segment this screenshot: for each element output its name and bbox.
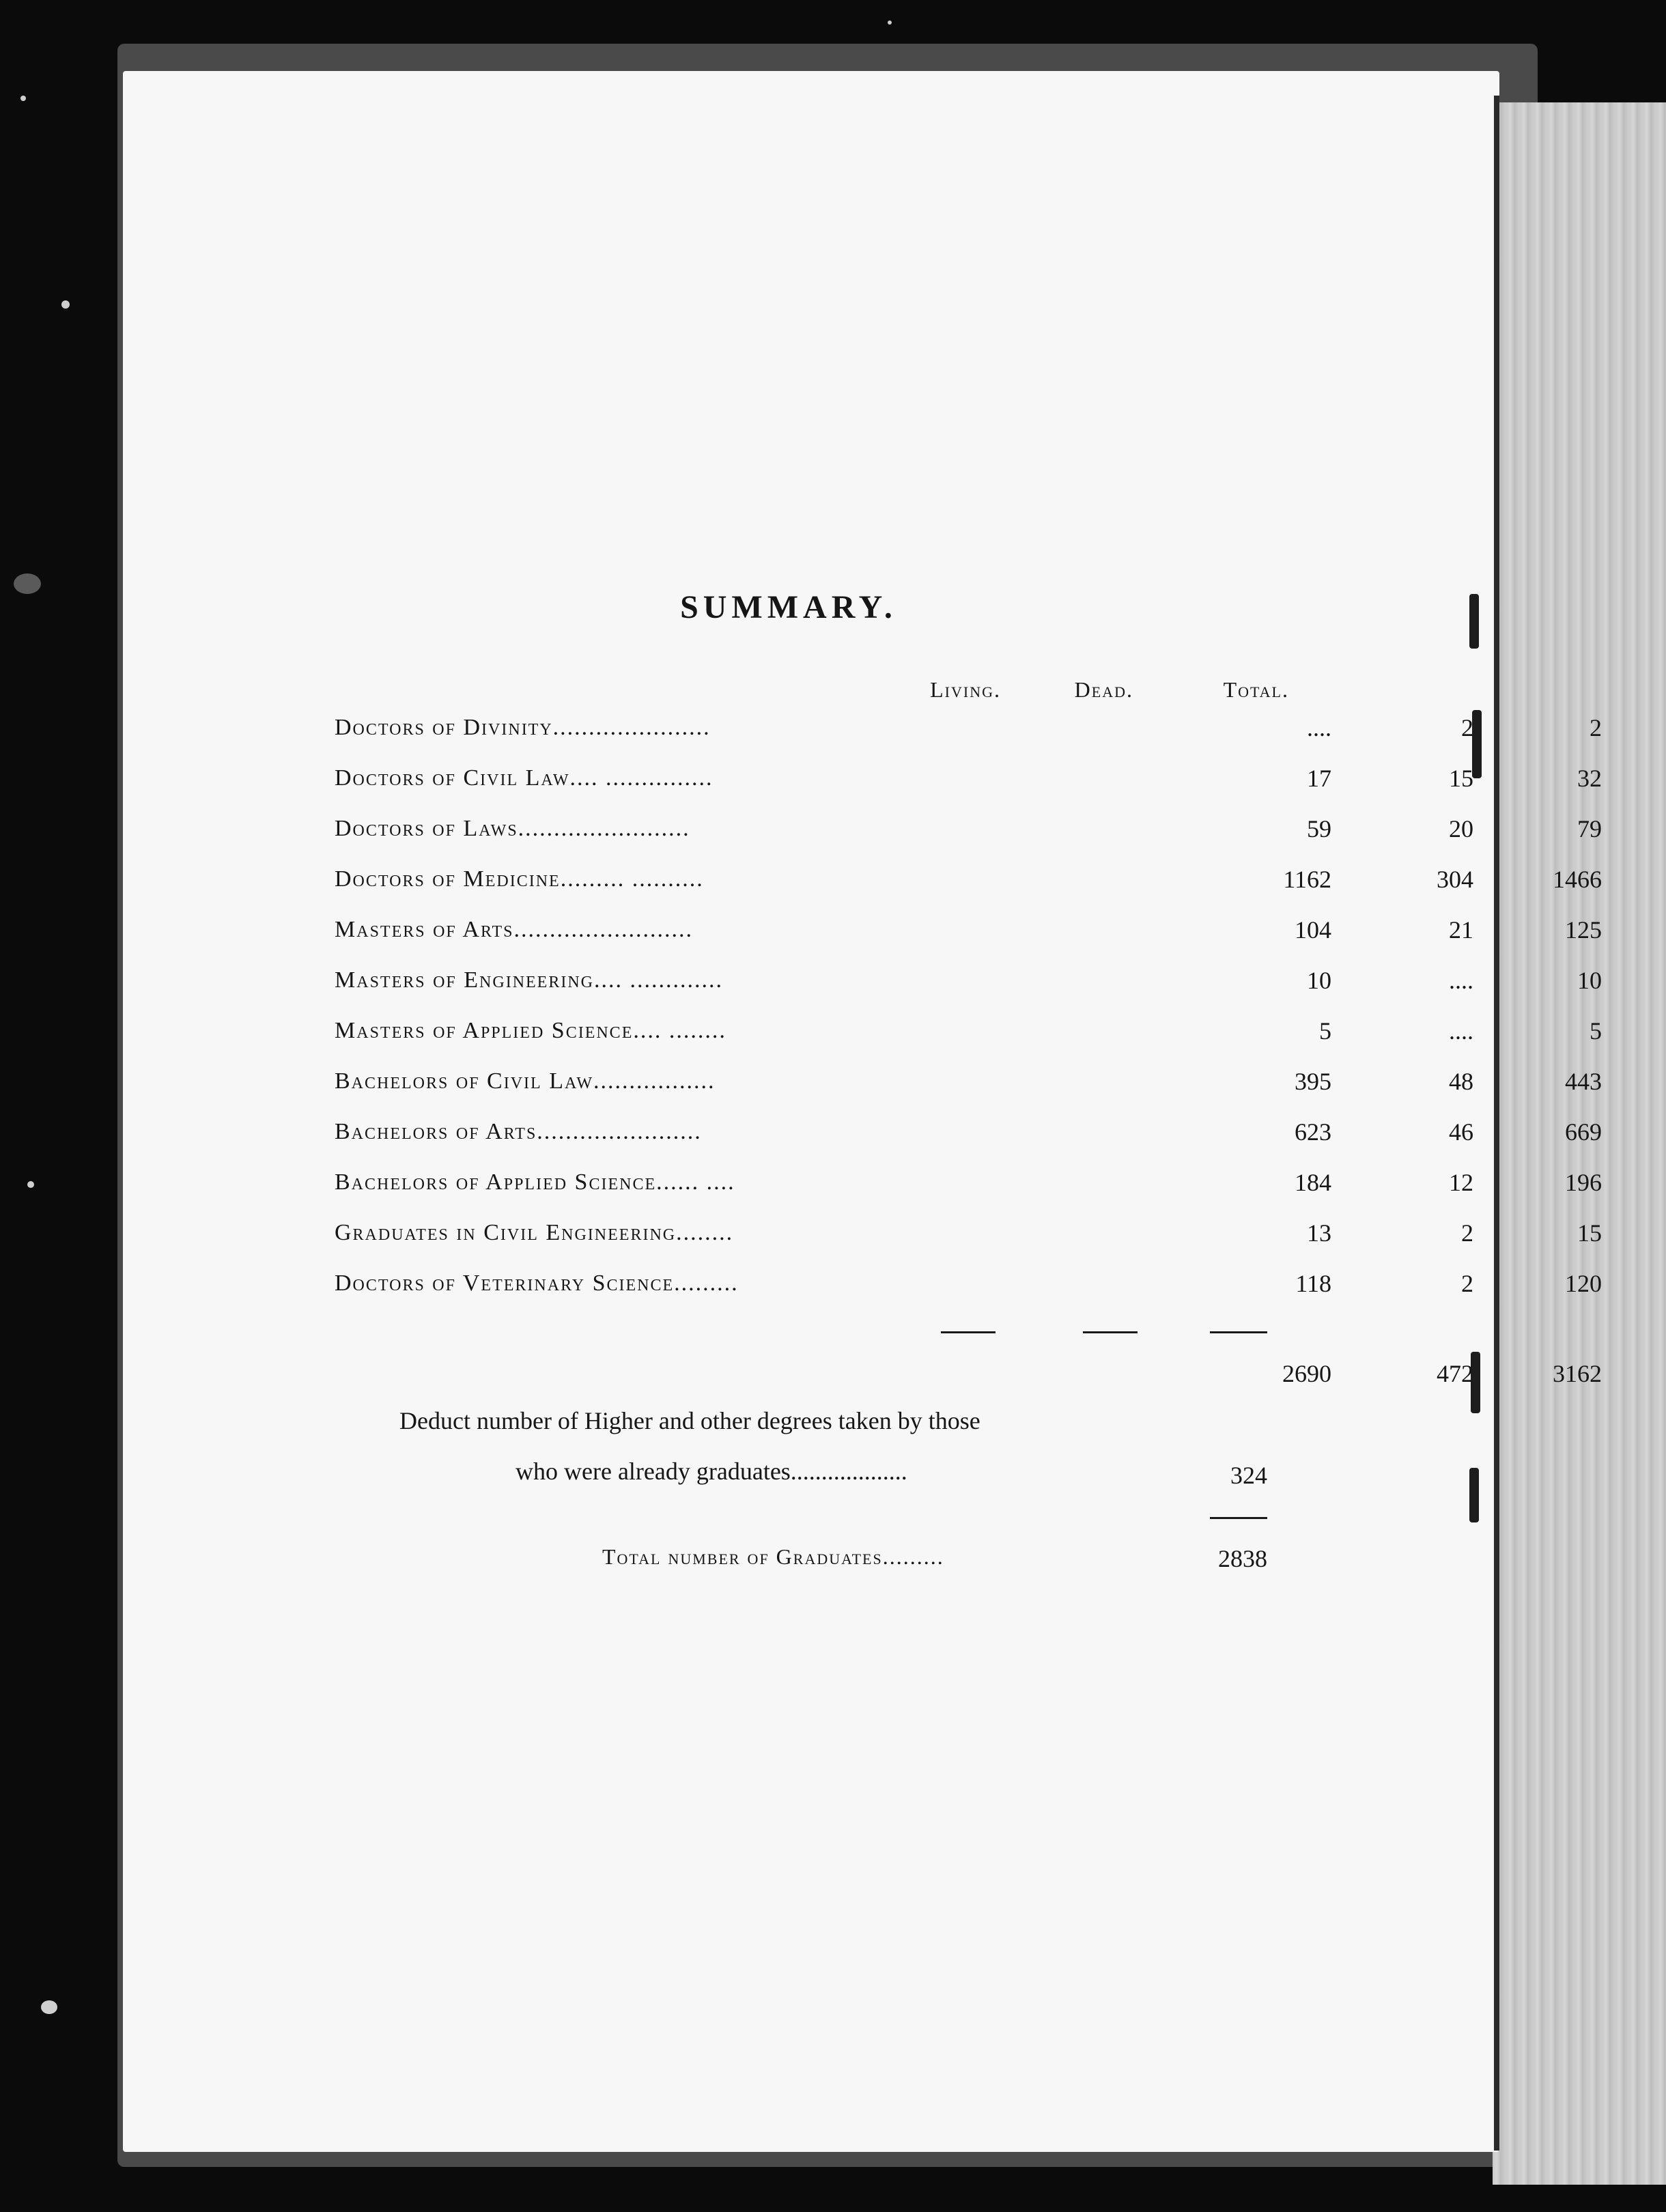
dead-value: 21 bbox=[1449, 916, 1473, 944]
total-value: 5 bbox=[1590, 1017, 1602, 1045]
total-value: 669 bbox=[1565, 1118, 1602, 1146]
book-page bbox=[123, 71, 1499, 2152]
dead-value: 15 bbox=[1449, 765, 1473, 792]
sum-living: 2690 bbox=[1282, 1360, 1331, 1387]
sum-rule-dead bbox=[1083, 1331, 1138, 1333]
living-value: 5 bbox=[1319, 1017, 1331, 1045]
column-header-living: Living. bbox=[930, 677, 1001, 702]
deduct-line-2: who were already graduates................... bbox=[516, 1458, 907, 1485]
dead-value: 20 bbox=[1449, 815, 1473, 842]
binding-stitch bbox=[1469, 1468, 1479, 1522]
scan-speck bbox=[27, 1181, 34, 1188]
row-label: Bachelors of Arts....................... bbox=[335, 1119, 702, 1144]
column-header-total: Total. bbox=[1223, 677, 1289, 702]
scan-speck bbox=[20, 96, 26, 101]
scan-speck bbox=[888, 20, 892, 25]
dead-value: 48 bbox=[1449, 1068, 1473, 1095]
row-label: Masters of Engineering.... ............. bbox=[335, 967, 724, 993]
binding-stitch bbox=[1472, 710, 1482, 778]
total-value: 1466 bbox=[1553, 866, 1602, 893]
sum-total: 3162 bbox=[1553, 1360, 1602, 1387]
total-value: 32 bbox=[1577, 765, 1602, 792]
living-value: 59 bbox=[1307, 815, 1331, 842]
dead-value: 2 bbox=[1461, 1270, 1473, 1297]
living-value: 1162 bbox=[1283, 866, 1331, 893]
total-value: 15 bbox=[1577, 1219, 1602, 1247]
total-value: 120 bbox=[1565, 1270, 1602, 1297]
total-value: 443 bbox=[1565, 1068, 1602, 1095]
scan-speck bbox=[41, 2000, 57, 2014]
scan-speck bbox=[61, 300, 70, 309]
row-label: Doctors of Veterinary Science......... bbox=[335, 1271, 739, 1296]
living-value: 184 bbox=[1295, 1169, 1331, 1196]
living-value: 104 bbox=[1295, 916, 1331, 944]
row-label: Graduates in Civil Engineering........ bbox=[335, 1220, 734, 1245]
dead-value: 2 bbox=[1461, 1219, 1473, 1247]
row-label: Bachelors of Applied Science...... .... bbox=[335, 1169, 735, 1195]
row-label: Doctors of Medicine......... .......... bbox=[335, 866, 704, 892]
page-title bbox=[0, 589, 1666, 626]
row-label: Doctors of Civil Law.... ............... bbox=[335, 765, 714, 791]
living-value: 118 bbox=[1295, 1270, 1331, 1297]
total-value: 196 bbox=[1565, 1169, 1602, 1196]
total-value: 79 bbox=[1577, 815, 1602, 842]
row-label: Doctors of Divinity...................... bbox=[335, 715, 711, 740]
column-header-dead: Dead. bbox=[1074, 677, 1133, 702]
total-value: 125 bbox=[1565, 916, 1602, 944]
dead-value: 12 bbox=[1449, 1169, 1473, 1196]
living-value: .... bbox=[1307, 714, 1331, 741]
living-value: 623 bbox=[1295, 1118, 1331, 1146]
sum-dead: 472 bbox=[1437, 1360, 1473, 1387]
sum-rule-living bbox=[941, 1331, 996, 1333]
living-value: 10 bbox=[1307, 967, 1331, 994]
total-value: 2 bbox=[1590, 714, 1602, 741]
dead-value: 304 bbox=[1437, 866, 1473, 893]
grand-total-label: Total number of Graduates......... bbox=[602, 1544, 944, 1569]
living-value: 17 bbox=[1307, 765, 1331, 792]
row-label: Masters of Applied Science.... ........ bbox=[335, 1018, 726, 1043]
row-label: Masters of Arts......................... bbox=[335, 917, 694, 942]
deduct-line-1: Deduct number of Higher and other degrees taken by those bbox=[399, 1407, 980, 1434]
sum-rule-total bbox=[1210, 1331, 1267, 1333]
grand-total-rule bbox=[1210, 1517, 1267, 1519]
dead-value: 46 bbox=[1449, 1118, 1473, 1146]
page-title-text: SUMMARY. bbox=[680, 589, 897, 625]
grand-total-value: 2838 bbox=[1218, 1545, 1267, 1572]
dead-value: .... bbox=[1449, 967, 1473, 994]
dead-value: .... bbox=[1449, 1017, 1473, 1045]
living-value: 395 bbox=[1295, 1068, 1331, 1095]
living-value: 13 bbox=[1307, 1219, 1331, 1247]
row-label: Bachelors of Civil Law................. bbox=[335, 1068, 716, 1094]
total-value: 10 bbox=[1577, 967, 1602, 994]
row-label: Doctors of Laws........................ bbox=[335, 816, 690, 841]
deduct-value: 324 bbox=[1230, 1462, 1267, 1489]
dead-value: 2 bbox=[1461, 714, 1473, 741]
